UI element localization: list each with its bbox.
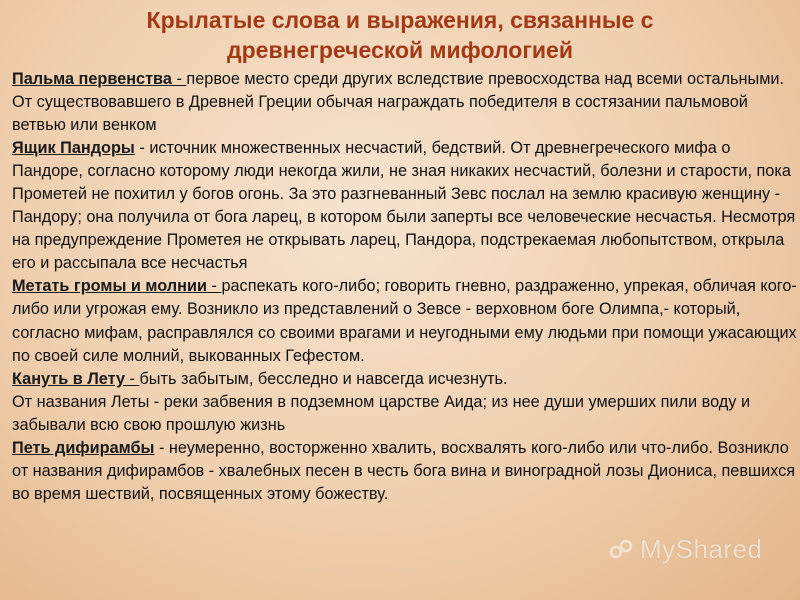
entry-difiramby xyxy=(12,437,797,506)
entry-term: Пальма первенства xyxy=(12,70,172,88)
slide-title-line2: древнегреческой мифологией xyxy=(227,37,573,63)
entry-dash: - xyxy=(125,369,140,388)
entry-dash: - xyxy=(134,139,150,158)
entry-text: быть забытым, бесследно и навсегда исчезнуть. xyxy=(139,369,508,388)
entry-dash: - xyxy=(206,277,222,296)
entry-leta xyxy=(12,368,797,391)
entry-leta-origin: От названия Леты - реки забвения в подземном царстве Аида; из нее души умерших пили воду и забывали всю свою прошлую жизнь xyxy=(12,392,751,434)
entry-text: источник множественных несчастий, бедствий. От древнегреческого мифа о Пандоре, согласно которому люди некогда жили, не зная никаких несчастий, болезни и старости, пока Прометей не похитил у богов огонь. За это разгневанный Зевс послал на землю красивую женщину - Пандору; она получила от бога ларец, в котором были заперты все человеческие несчастья. Несмотря на предупреждение Прометея не открывать ларец, Пандора, подстрекаемая любопытством, открыла его и рассыпала все несчастья xyxy=(12,139,796,273)
entry-dash: - xyxy=(171,70,187,88)
entry-text: первое место среди других вследствие превосходства над всеми остальными. От существовавшего в Древней Греции обычая награждать победителя в состязании пальмовой ветвью или венком xyxy=(12,70,785,135)
entry-text: неумеренно, восторженно хвалить, восхвалять кого-либо или что-либо. Возникло от названия дифирамбов - хвалебных песен в честь бога вина и виноградной лозы Диониса, певшихся во время шествий, посвященных этому божеству. xyxy=(12,438,796,503)
watermark-text: MyShared xyxy=(640,533,763,564)
entry-term: Ящик Пандоры xyxy=(12,139,135,158)
myshared-watermark xyxy=(608,529,763,569)
entry-dash: - xyxy=(154,438,169,457)
entry-term: Кануть в Лету xyxy=(12,369,126,388)
entry-pandora xyxy=(12,137,797,275)
entry-term: Метать громы и молнии xyxy=(12,277,207,296)
entries-list xyxy=(12,68,797,506)
entry-palma xyxy=(12,68,797,137)
slide-title-line1: Крылатые слова и выражения, связанные с xyxy=(146,7,654,33)
entry-term: Петь дифирамбы xyxy=(12,438,155,457)
entry-gromy xyxy=(12,275,797,367)
slide-title xyxy=(0,5,800,65)
entry-text: распекать кого-либо; говорить гневно, раздраженно, упрекая, обличая кого-либо или угрожая ему. Возникло из представлений о Зевсе - верховном боге Олимпа,- который, согласно мифам, расправлялся со своими врагами и неугодными ему людьми при помощи ужасающих по своей силе молний, выкованных Гефестом. xyxy=(12,277,797,365)
myshared-logo-icon xyxy=(608,536,634,562)
